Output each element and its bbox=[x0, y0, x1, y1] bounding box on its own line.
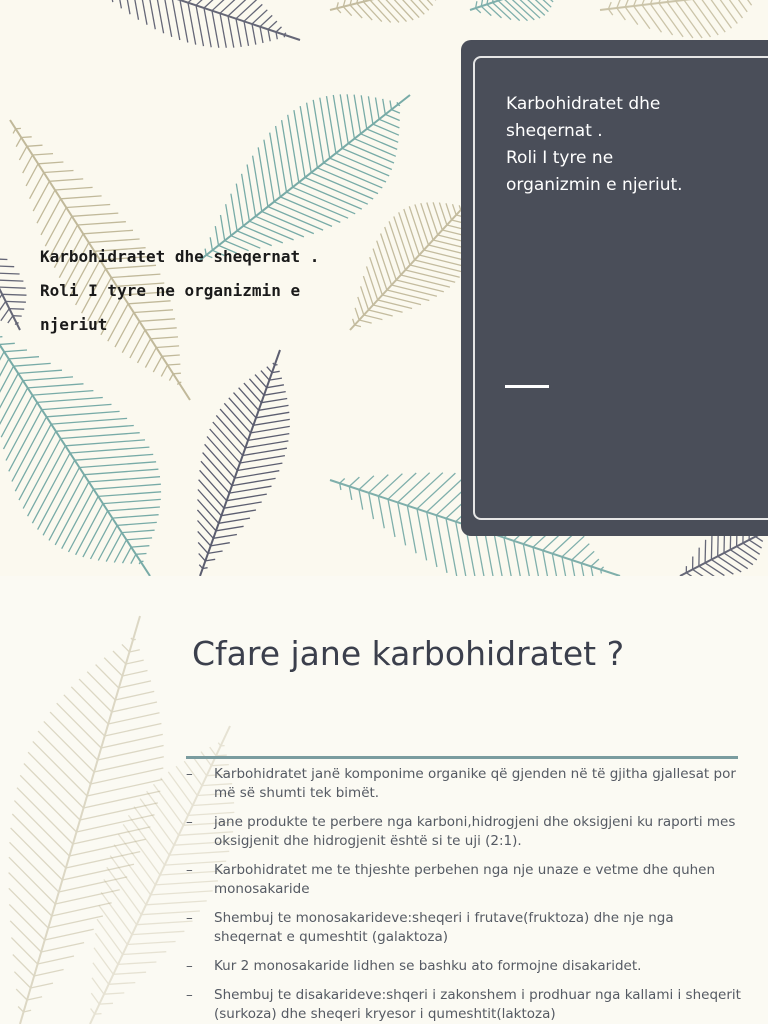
content-slide bbox=[0, 576, 768, 1024]
bullet-marker: – bbox=[186, 958, 193, 974]
title-panel bbox=[461, 40, 768, 536]
bullet-marker: – bbox=[186, 766, 193, 782]
feather-shape bbox=[0, 330, 161, 576]
panel-title-line-4: organizmin e njeriut. bbox=[506, 175, 683, 195]
title-divider bbox=[186, 756, 738, 759]
bullet-text: Shembuj te monosakarideve:sheqeri i frutave(fruktoza) dhe nje nga sheqernat e qumeshtit (galaktoza) bbox=[214, 910, 674, 945]
bullet-marker: – bbox=[186, 862, 193, 878]
feather-shape bbox=[0, 230, 27, 330]
bullet-text: Karbohidratet janë komponime organike që gjenden në të gjitha gjallesat por më së shumti tek bimët. bbox=[214, 766, 736, 801]
list-item bbox=[186, 765, 746, 803]
slide-title-left-line-2: Roli I tyre ne organizmin e bbox=[40, 281, 301, 300]
panel-accent-rule bbox=[505, 385, 549, 388]
content-slide-title: Cfare jane karbohidratet ? bbox=[192, 634, 625, 673]
feather-shape bbox=[330, 0, 450, 22]
slide-title-left bbox=[40, 240, 370, 342]
bullet-text: Karbohidratet me te thjeshte perbehen nga nje unaze e vetme dhe quhen monosakaride bbox=[214, 862, 716, 897]
list-item bbox=[186, 861, 746, 899]
feather-shape bbox=[197, 350, 289, 576]
list-item bbox=[186, 813, 746, 851]
bullet-text: Shembuj te disakarideve:shqeri i zakonshem i prodhuar nga kallami i sheqerit (surkoza) dhe sheqeri kryesor i qumeshtit(laktoza) bbox=[214, 987, 741, 1022]
list-item bbox=[186, 986, 746, 1024]
panel-title bbox=[506, 91, 766, 199]
slide-title-left-line-1: Karbohidratet dhe sheqernat . bbox=[40, 247, 320, 266]
bullet-marker: – bbox=[186, 987, 193, 1003]
feather-shape bbox=[600, 0, 768, 38]
bullet-marker: – bbox=[186, 910, 193, 926]
bullet-text: jane produkte te perbere nga karboni,hidrogjeni dhe oksigjeni ku raporti mes oksigjenit dhe hidrogjenit është si te uji (2:1). bbox=[214, 814, 736, 849]
list-item bbox=[186, 909, 746, 947]
bullet-text: Kur 2 monosakaride lidhen se bashku ato formojne disakaridet. bbox=[214, 958, 642, 974]
slide-title-left-line-3: njeriut bbox=[40, 315, 108, 334]
bullet-list bbox=[186, 765, 746, 1024]
panel-title-line-2: sheqernat . bbox=[506, 121, 603, 141]
bullet-marker: – bbox=[186, 814, 193, 830]
feather-shape bbox=[470, 0, 560, 21]
list-item bbox=[186, 957, 746, 976]
panel-title-line-3: Roli I tyre ne bbox=[506, 148, 614, 168]
panel-title-line-1: Karbohidratet dhe bbox=[506, 94, 661, 114]
feather-shape bbox=[200, 94, 410, 260]
feather-shape bbox=[60, 0, 300, 48]
